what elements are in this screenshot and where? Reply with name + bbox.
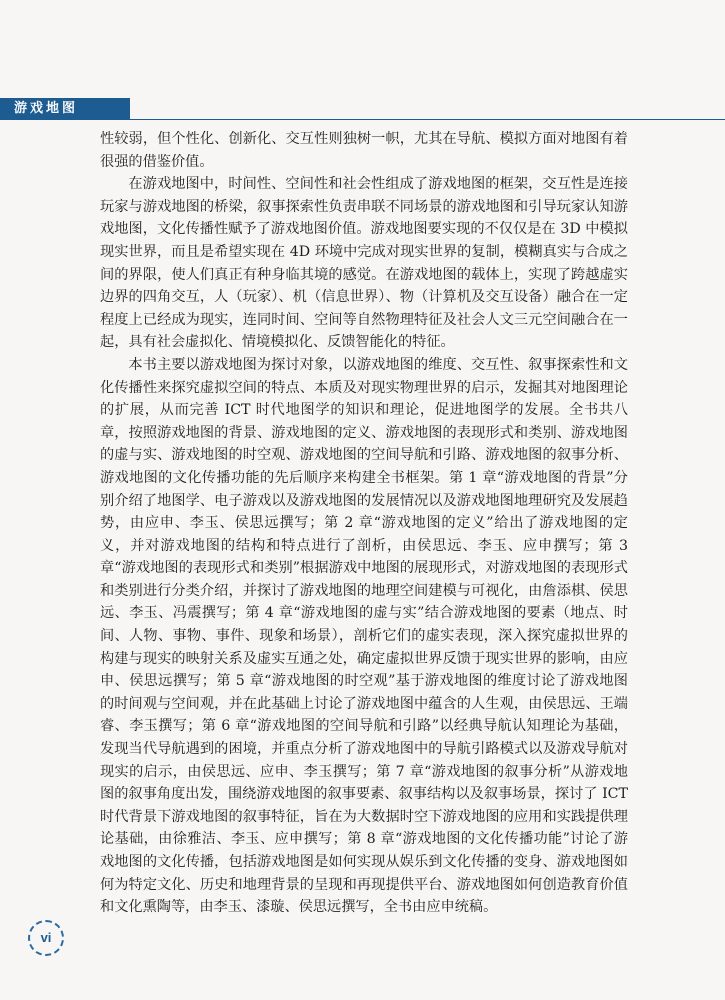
running-header	[0, 98, 130, 120]
header-rule	[130, 119, 725, 120]
page-number: vi	[28, 920, 64, 956]
paragraph-3: 本书主要以游戏地图为探讨对象，以游戏地图的维度、交互性、叙事探索性和文化传播性来探究虚拟空间的特点、本质及对现实物理世界的启示，发掘其对地图理论的扩展，从而完善 ICT 时代地图学的知识和理论，促进地图学的发展。全书共八章，按照游戏地图的背景、游戏地图的定义、游戏地图的表现形式和类别、游戏地图的虚与实、游戏地图的时空观、游戏地图的空间导航和引路、游戏地图的叙事分析、游戏地图的文化传播功能的先后顺序来构建全书框架。第 1 章“游戏地图的背景”分别介绍了地图学、电子游戏以及游戏地图的发展情况以及游戏地图地理研究及发展趋势，由应申、李玉、侯思远撰写；第 2 章“游戏地图的定义”给出了游戏地图的定义，并对游戏地图的结构和特点进行了剖析，由侯思远、李玉、应申撰写；第 3 章“游戏地图的表现形式和类别”根据游戏中地图的展现形式，对游戏地图的表现形式和类别进行分类介绍，并探讨了游戏地图的地理空间建模与可视化，由詹添棋、侯思远、李玉、冯震撰写；第 4 章“游戏地图的虚与实”结合游戏地图的要素（地点、时间、人物、事物、事件、现象和场景），剖析它们的虚实表现，深入探究虚拟世界的构建与现实的映射关系及虚实互通之处，确定虚拟世界反馈于现实世界的影响，由应申、侯思远撰写；第 5 章“游戏地图的时空观”基于游戏地图的维度讨论了游戏地图的时间观与空间观，并在此基础上讨论了游戏地图中蕴含的人生观，由侯思远、王端睿、李玉撰写；第 6 章“游戏地图的空间导航和引路”以经典导航认知理论为基础，发现当代导航遇到的困境，并重点分析了游戏地图中的导航引路模式以及游戏导航对现实的启示，由侯思远、应申、李玉撰写；第 7 章“游戏地图的叙事分析”从游戏地图的叙事角度出发，围绕游戏地图的叙事要素、叙事结构以及叙事场景，探讨了 ICT 时代背景下游戏地图的叙事特征，旨在为大数据时空下游戏地图的应用和实践提供理论基础，由徐雅洁、李玉、应申撰写；第 8 章“游戏地图的文化传播功能”讨论了游戏地图的文化传播，包括游戏地图是如何实现从娱乐到文化传播的变身、游戏地图如何为特定文化、历史和地理背景的呈现和再现提供平台、游戏地图如何创造教育价值和文化熏陶等，由李玉、漆璇、侯思远撰写，全书由应申统稿。	[100, 356, 628, 916]
paragraph-2: 在游戏地图中，时间性、空间性和社会性组成了游戏地图的框架，交互性是连接玩家与游戏地图的桥梁，叙事探索性负责串联不同场景的游戏地图和引导玩家认知游戏地图，文化传播性赋予了游戏地图价值。游戏地图要实现的不仅仅是在 3D 中模拟现实世界，而且是希望实现在 4D 环境中完成对现实世界的复制，模糊真实与合成之间的界限，使人们真正有种身临其境的感觉。在游戏地图的载体上，实现了跨越虚实边界的四角交互，人（玩家）、机（信息世界）、物（计算机及交互设备）融合在一定程度上已经成为现实，连同时间、空间等自然物理特征及社会人文三元空间融合在一起，具有社会虚拟化、情境模拟化、反馈智能化的特征。	[100, 176, 628, 351]
body-text	[100, 128, 628, 919]
running-header-title: 游戏地图	[14, 101, 79, 116]
paragraph-1: 性较弱，但个性化、创新化、交互性则独树一帜，尤其在导航、模拟方面对地图有着很强的借鉴价值。	[100, 131, 628, 170]
